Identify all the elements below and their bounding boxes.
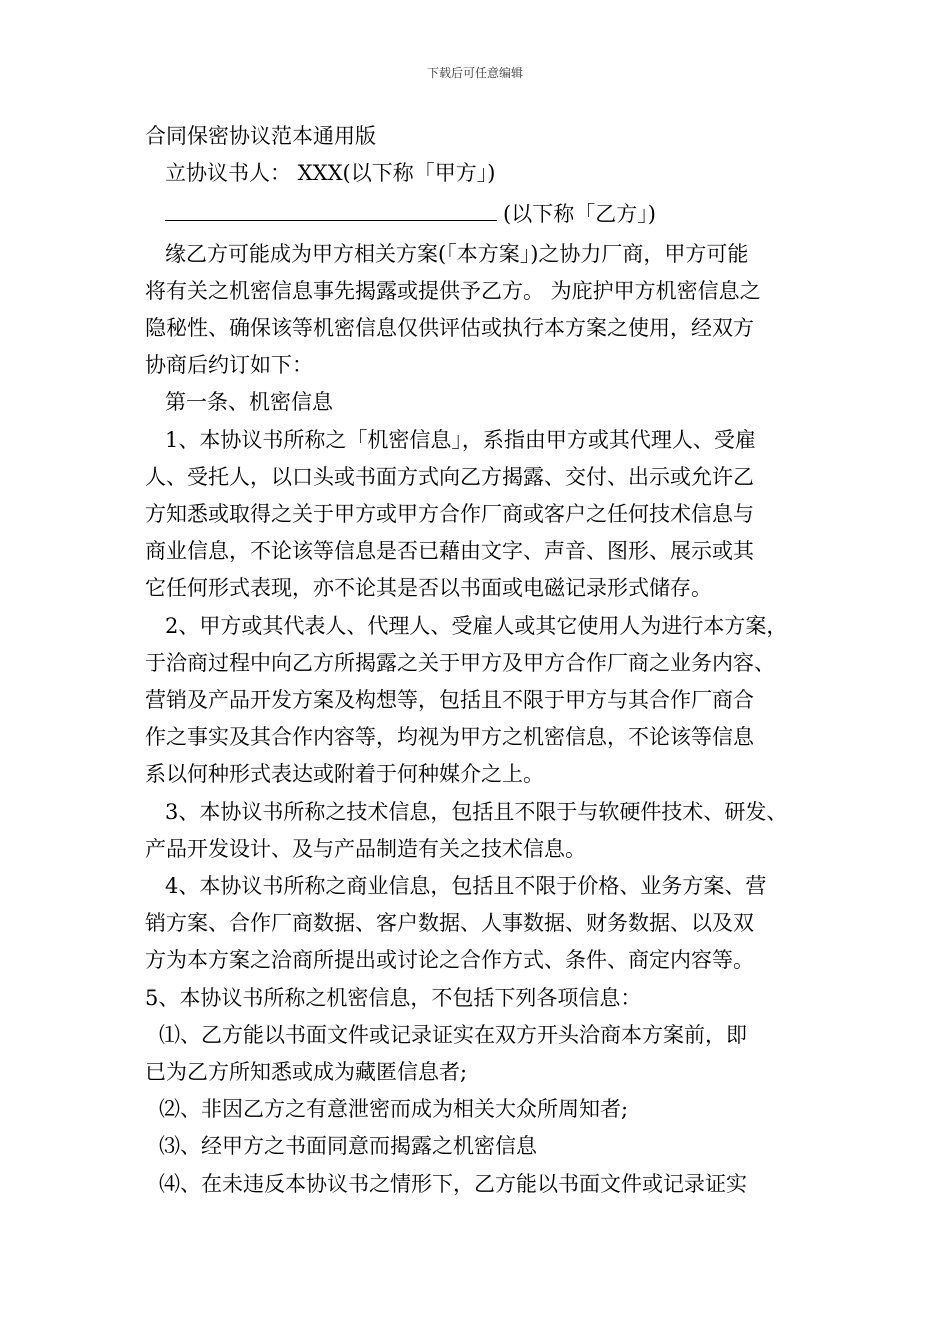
- paragraph-line: 协商后约订如下：: [145, 353, 313, 378]
- exclusion-item-2: [145, 1091, 815, 1128]
- clause-5: [145, 980, 815, 1017]
- clause-4: [145, 868, 815, 980]
- party-a-line: 立协议书人： XXX(以下称「甲方」): [165, 161, 496, 186]
- article-one-heading: 第一条、机密信息: [165, 390, 333, 415]
- exclusion-item-3: [145, 1128, 815, 1165]
- page-header: 下载后可任意编辑: [426, 66, 523, 80]
- paragraph-line: 方为本方案之洽商所提出或讨论之合作方式、条件、商定内容等。: [145, 948, 754, 973]
- exclusion-item-1: [145, 1017, 815, 1091]
- document-title: 合同保密协议范本通用版: [145, 124, 376, 148]
- paragraph-line: 将有关之机密信息事先揭露或提供予乙方。 为庇护甲方机密信息之: [145, 278, 761, 303]
- paragraph-line: 缘乙方可能成为甲方相关方案(「本方案」)之协力厂商，甲方可能: [165, 241, 749, 266]
- paragraph-line: 3、本协议书所称之技术信息，包括且不限于与软硬件技术、研发、: [165, 799, 788, 824]
- clause-3: [145, 794, 815, 868]
- party-b-suffix: (以下称「乙方」): [503, 202, 656, 227]
- paragraph-line: 产品开发设计、及与产品制造有关之技术信息。: [145, 836, 586, 861]
- paragraph-line: 作之事实及其合作内容等，均视为甲方之机密信息，不论该等信息: [145, 725, 754, 750]
- paragraph-line: 销方案、合作厂商数据、客户数据、人事数据、财务数据、以及双: [145, 911, 754, 936]
- paragraph-line: 系以何种形式表达或附着于何种媒介之上。: [145, 762, 544, 787]
- paragraph-intro: [145, 236, 815, 385]
- paragraph-line: 已为乙方所知悉或成为藏匿信息者;: [145, 1060, 468, 1085]
- paragraph-line: 2、甲方或其代表人、代理人、受雇人或其它使用人为进行本方案，: [165, 613, 788, 638]
- paragraph-line: 于洽商过程中向乙方所揭露之关于甲方及甲方合作厂商之业务内容、: [145, 650, 775, 675]
- paragraph-line: ⑶、经甲方之书面同意而揭露之机密信息: [159, 1134, 537, 1159]
- clause-2: [145, 608, 815, 794]
- paragraph-line: 5、本协议书所称之机密信息，不包括下列各项信息：: [145, 985, 642, 1010]
- party-b-blank: [165, 196, 497, 221]
- paragraph-line: ⑵、非因乙方之有意泄密而成为相关大众所周知者;: [159, 1097, 629, 1122]
- paragraph-line: ⑴、乙方能以书面文件或记录证实在双方开头洽商本方案前，即: [159, 1022, 747, 1047]
- party-b-line: [145, 196, 815, 233]
- document-body: [145, 118, 815, 1203]
- clause-1: [145, 422, 815, 608]
- paragraph-line: 商业信息，不论该等信息是否已藉由文字、声音、图形、展示或其: [145, 539, 754, 564]
- paragraph-line: 方知悉或取得之关于甲方或甲方合作厂商或客户之任何技术信息与: [145, 502, 754, 527]
- section-heading: [145, 384, 815, 421]
- paragraph-line: 它任何形式表现，亦不论其是否以书面或电磁记录形式储存。: [145, 576, 712, 601]
- exclusion-item-4: [145, 1166, 815, 1203]
- paragraph-line: 隐秘性、确保该等机密信息仅供评估或执行本方案之使用，经双方: [145, 316, 754, 341]
- paragraph-line: ⑷、在未违反本协议书之情形下，乙方能以书面文件或记录证实: [159, 1171, 747, 1196]
- paragraph-line: 人、受托人，以口头或书面方式向乙方揭露、交付、出示或允许乙: [145, 464, 754, 489]
- paragraph-line: 1、本协议书所称之「机密信息」，系指由甲方或其代理人、受雇: [165, 427, 756, 452]
- paragraph-line: 营销及产品开发方案及构想等，包括且不限于甲方与其合作厂商合: [145, 688, 754, 713]
- paragraph-line: 4、本协议书所称之商业信息，包括且不限于价格、业务方案、营: [165, 874, 767, 899]
